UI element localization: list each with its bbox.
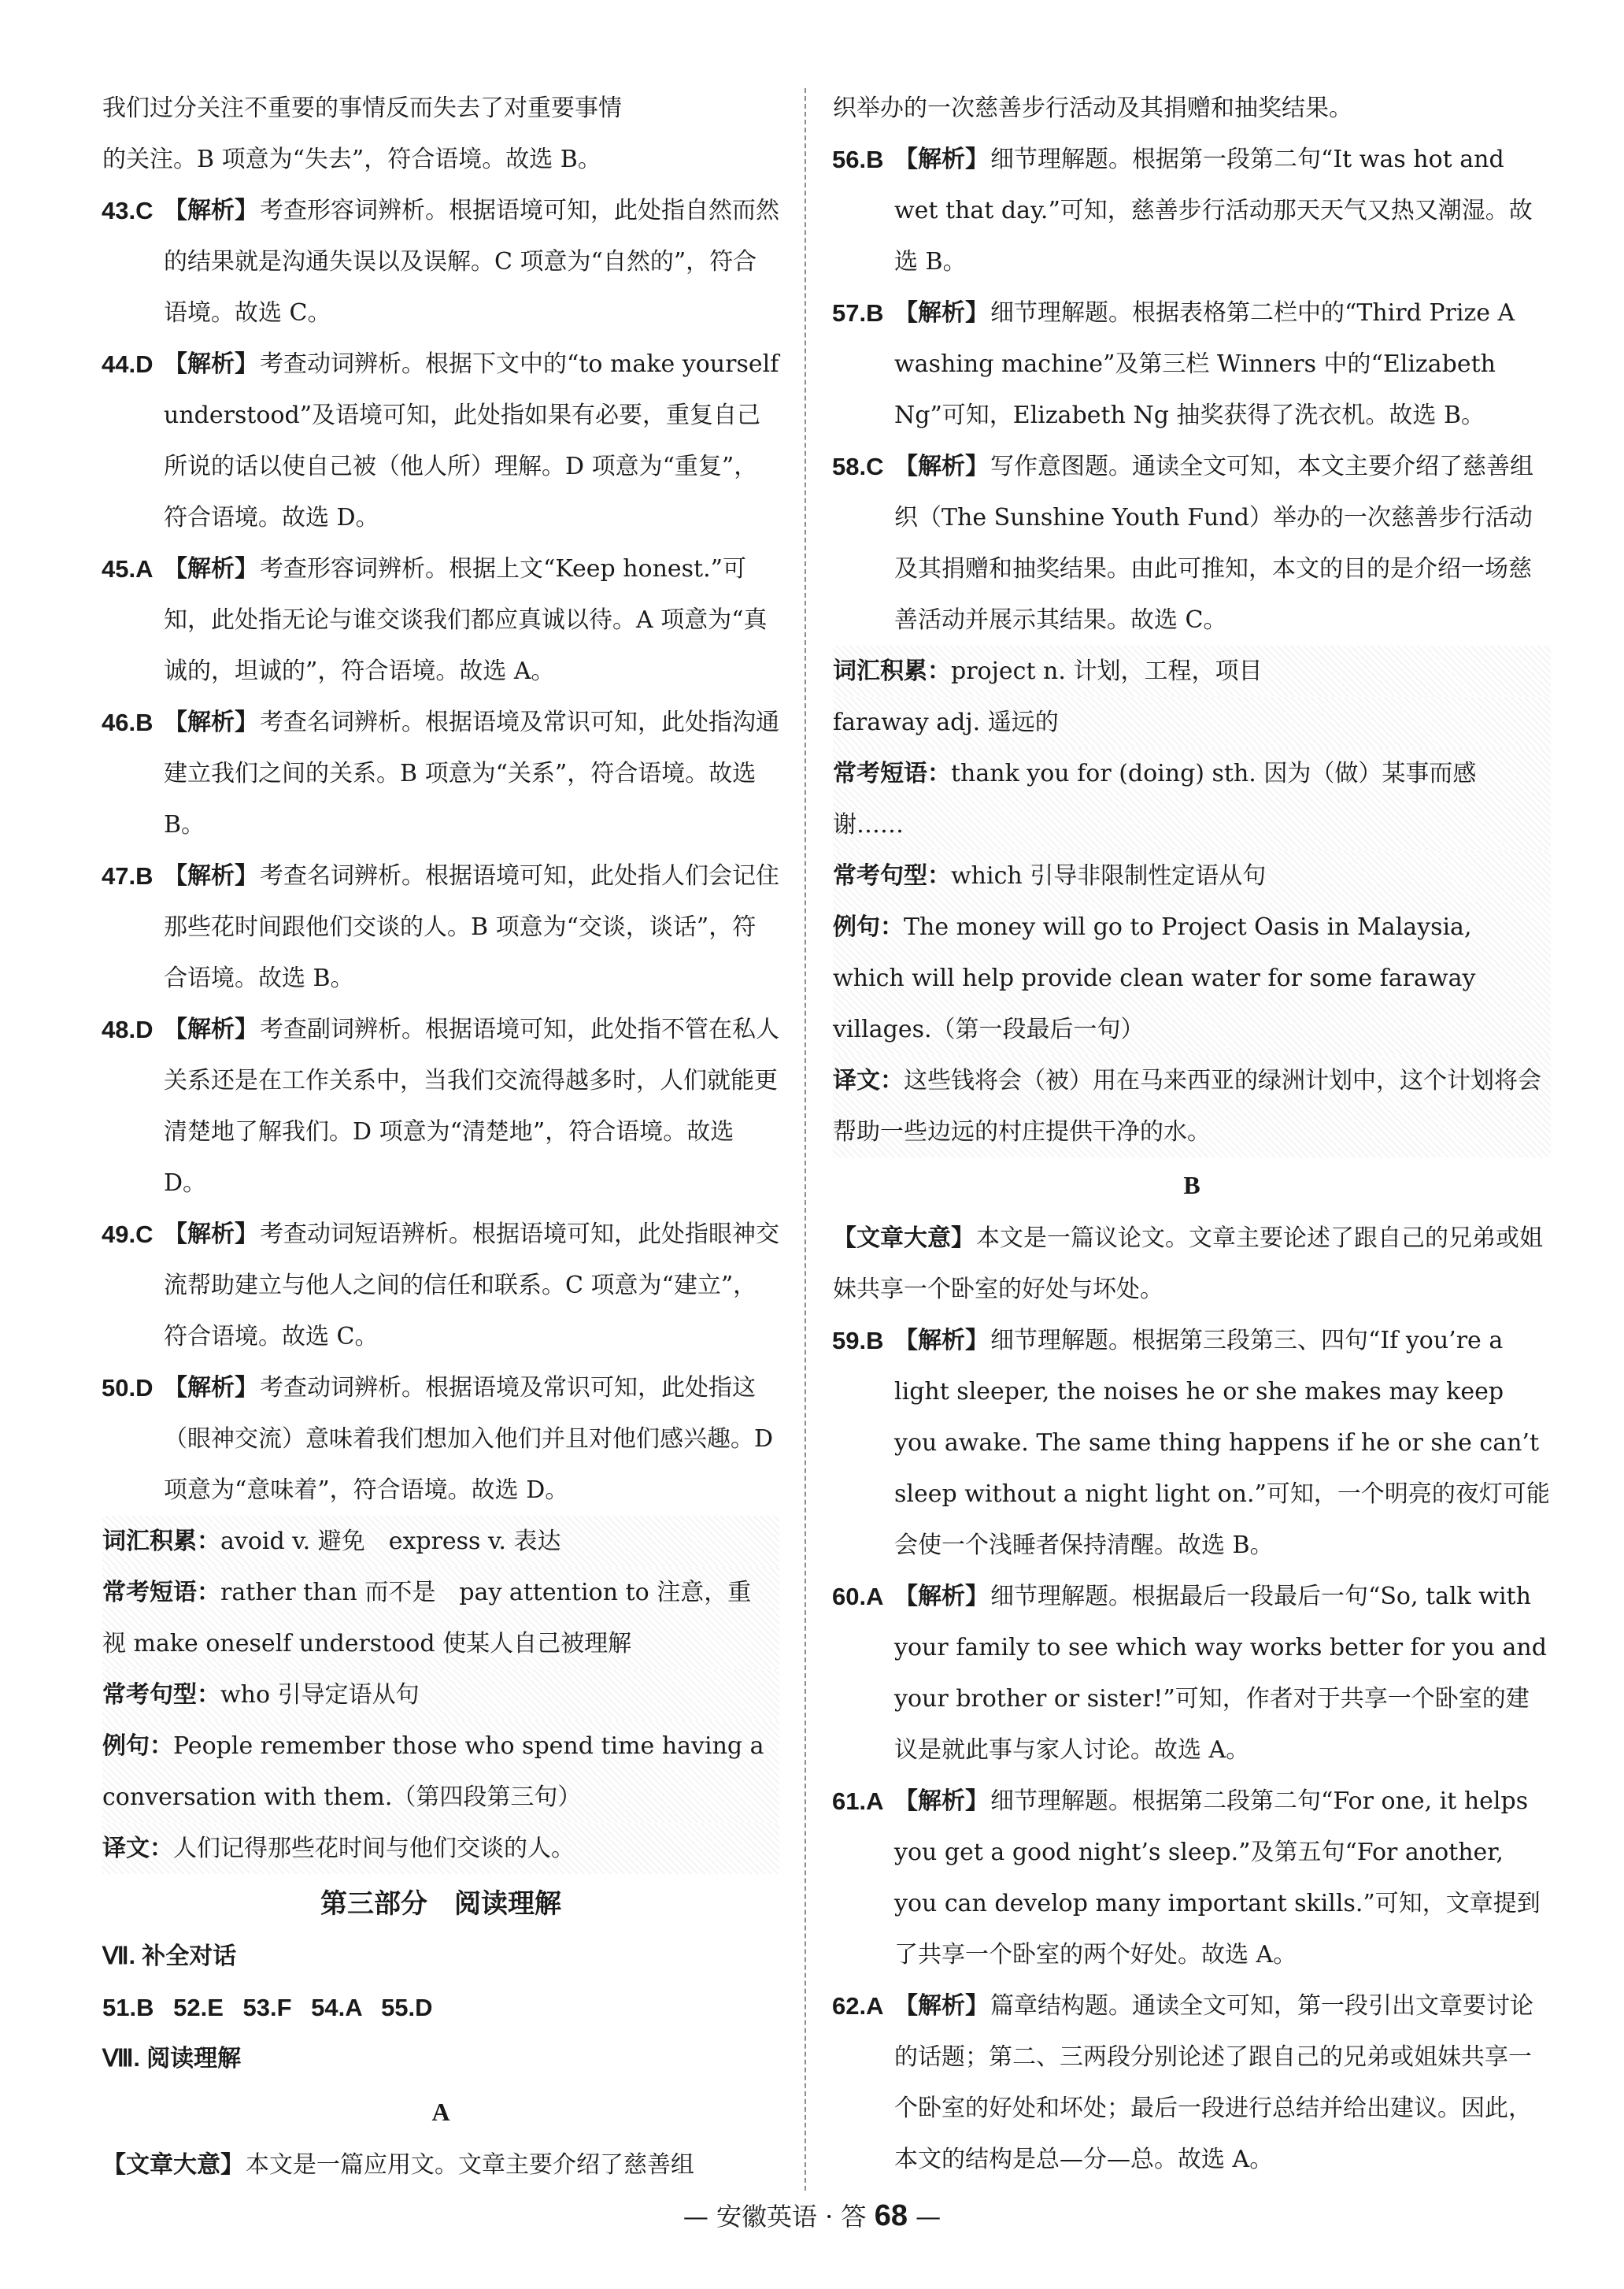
example-sentence <box>833 902 1551 1055</box>
answer-item-60 <box>833 1571 1551 1776</box>
answer-item-50 <box>102 1362 779 1516</box>
translation-text: 人们记得那些花时间与他们交谈的人。 <box>173 1835 575 1862</box>
analysis-tag: 【解析】 <box>894 146 989 172</box>
sentence-pattern-note <box>102 1669 779 1720</box>
pattern-label: 常考句型： <box>833 863 951 889</box>
footer-label: — 安徽英语 · 答 <box>683 2202 875 2232</box>
answer-text: 考查副词辨析。根据语境可知，此处指不管在私人关系还是在工作关系中，当我们交流得越多时，人们就能更清楚地了解我们。D 项意为“清楚地”，符合语境。故选 D。 <box>164 1016 779 1197</box>
answer-item-57 <box>833 287 1551 441</box>
page-number: 68 <box>874 2199 908 2232</box>
vocab-note <box>833 646 1551 697</box>
analysis-tag: 【解析】 <box>164 1375 258 1401</box>
example-sentence <box>102 1720 779 1823</box>
answer-text: 考查动词辨析。根据语境及常识可知，此处指这（眼神交流）意味着我们想加入他们并且对他们感兴趣。D 项意为“意味着”，符合语境。故选 D。 <box>164 1374 774 1504</box>
answer-item-47 <box>102 850 779 1004</box>
answer-number: 47.B <box>102 862 154 890</box>
translation-note <box>833 1055 1551 1157</box>
answer-number: 58.C <box>832 453 884 480</box>
answer-text: 细节理解题。根据最后一段最后一句“So, talk with your family to see which way works better for you and your brother or sister!”可知，作者对于共享一个卧室的建议是就此事与家人讨论。故选 A。 <box>894 1583 1547 1764</box>
answer-text: 写作意图题。通读全文可知，本文主要介绍了慈善组织（The Sunshine Youth Fund）举办的一次慈善步行活动及其捐赠和抽奖结果。由此可推知，本文的目的是介绍一场慈善活动并展示其结果。故选 C。 <box>894 453 1533 634</box>
answer-text: 考查名词辨析。根据语境可知，此处指人们会记住那些花时间跟他们交谈的人。B 项意为“交谈，谈话”，符合语境。故选 B。 <box>164 862 779 992</box>
analysis-tag: 【解析】 <box>894 300 989 326</box>
continued-text: 织举办的一次慈善步行活动及其捐赠和抽奖结果。 <box>833 94 1352 122</box>
answer-number: 61.A <box>832 1787 884 1815</box>
analysis-tag: 【解析】 <box>164 351 258 377</box>
vocab-text: faraway adj. 遥远的 <box>833 709 1059 736</box>
sentence-pattern-note <box>833 850 1551 902</box>
answer-text: 考查动词短语辨析。根据语境可知，此处指眼神交流帮助建立与他人之间的信任和联系。C 项意为“建立”，符合语境。故选 C。 <box>164 1220 779 1350</box>
answer-number: 56.B <box>832 146 884 173</box>
answer-item-56 <box>833 134 1551 287</box>
translation-label: 译文： <box>833 1068 904 1094</box>
answer-item-46 <box>102 697 779 850</box>
phrase-note <box>833 748 1551 850</box>
example-label: 例句： <box>102 1733 173 1759</box>
answer-number: 57.B <box>832 299 884 327</box>
answer-number: 44.D <box>102 350 154 378</box>
answer-text: 细节理解题。根据第一段第二句“It was hot and wet that day.”可知，慈善步行活动那天天气又热又潮湿。故选 B。 <box>894 146 1533 276</box>
answer-item-48 <box>102 1004 779 1209</box>
answer-text: 考查形容词辨析。根据语境可知，此处指自然而然的结果就是沟通失误以及误解。C 项意为“自然的”，符合语境。故选 C。 <box>164 197 779 327</box>
analysis-tag: 【解析】 <box>894 1328 989 1354</box>
analysis-tag: 【解析】 <box>164 709 258 735</box>
summary-text: 本文是一篇应用文。文章主要介绍了慈善组 <box>246 2151 694 2179</box>
answer-number: 48.D <box>102 1016 154 1043</box>
answer-item-62 <box>833 1980 1551 2185</box>
answer-item-61 <box>833 1776 1551 1980</box>
passage-b-heading: B <box>1183 1171 1200 1199</box>
continued-text: 的关注。B 项意为“失去”，符合语境。故选 B。 <box>102 146 601 173</box>
left-column <box>102 83 779 2191</box>
pattern-text: who 引导定语从句 <box>220 1681 420 1709</box>
answer-number: 49.C <box>102 1220 154 1248</box>
analysis-tag: 【解析】 <box>894 1993 989 2019</box>
part-7-answers: 51.B 52.E 53.F 54.A 55.D <box>102 1994 433 2021</box>
answer-text: 考查形容词辨析。根据上文“Keep honest.”可知，此处指无论与谁交谈我们都应真诚以待。A 项意为“真诚的，坦诚的”，符合语境。故选 A。 <box>164 555 768 685</box>
analysis-tag: 【解析】 <box>164 863 258 889</box>
answer-item-58 <box>833 441 1551 646</box>
translation-note <box>102 1823 779 1874</box>
answer-number: 59.B <box>832 1327 884 1354</box>
continued-text: 我们过分关注不重要的事情反而失去了对重要事情 <box>102 94 622 122</box>
analysis-tag: 【解析】 <box>164 556 258 582</box>
summary-tag: 【文章大意】 <box>833 1225 975 1251</box>
vocab-text: project n. 计划，工程，项目 <box>951 657 1263 685</box>
right-column <box>833 83 1551 2185</box>
answer-item-59 <box>833 1315 1551 1571</box>
analysis-tag: 【解析】 <box>894 1583 989 1609</box>
analysis-tag: 【解析】 <box>164 1221 258 1247</box>
part-8-title: Ⅷ. 阅读理解 <box>102 2046 242 2072</box>
phrase-label: 常考短语： <box>833 761 951 787</box>
analysis-tag: 【解析】 <box>894 454 989 480</box>
pattern-label: 常考句型： <box>102 1682 220 1708</box>
part-7-title: Ⅶ. 补全对话 <box>102 1943 237 1969</box>
answer-number: 43.C <box>102 197 154 224</box>
answer-text: 考查名词辨析。根据语境及常识可知，此处指沟通建立我们之间的关系。B 项意为“关系”，符合语境。故选 B。 <box>164 709 779 839</box>
example-text: People remember those who spend time having a conversation with them.（第四段第三句） <box>102 1732 764 1811</box>
answer-item-49 <box>102 1209 779 1362</box>
column-divider <box>805 88 806 2191</box>
answer-item-43 <box>102 185 779 339</box>
passage-a-heading: A <box>431 2098 450 2126</box>
example-label: 例句： <box>833 914 904 940</box>
translation-label: 译文： <box>102 1835 173 1861</box>
vocab-note <box>102 1516 779 1567</box>
passage-a-summary <box>102 2139 779 2191</box>
vocab-label: 词汇积累： <box>102 1528 220 1554</box>
answer-text: 篇章结构题。通读全文可知，第一段引出文章要讨论的话题；第二、三两段分别论述了跟自己的兄弟或姐妹共享一个卧室的好处和坏处；最后一段进行总结并给出建议。因此，本文的结构是总—分—总。故选 A。 <box>894 1992 1533 2173</box>
answer-text: 细节理解题。根据第三段第三、四句“If you’re a light sleeper, the noises he or she makes may keep you awake. The same thing happens if he or she can’t sleep without a night light on.”可知，一个明亮的夜灯可能会使一个浅睡者保持清醒。故选 B。 <box>894 1327 1550 1559</box>
answer-number: 46.B <box>102 709 154 736</box>
analysis-tag: 【解析】 <box>164 1017 258 1043</box>
answer-number: 50.D <box>102 1374 154 1402</box>
phrase-text: thank you for (doing) sth. 因为（做）某事而感谢…… <box>833 760 1477 839</box>
page-footer <box>0 2197 1624 2233</box>
answer-text: 细节理解题。根据第二段第二句“For one, it helps you get a good night’s sleep.”及第五句“For another, you can develop many important skills.”可知，文章提到了共享一个卧室的两个好处。故选 A。 <box>894 1787 1541 1969</box>
answer-item-45 <box>102 543 779 697</box>
summary-tag: 【文章大意】 <box>102 2152 244 2178</box>
vocab-note-2 <box>833 697 1551 748</box>
analysis-tag: 【解析】 <box>164 198 258 224</box>
vocab-label: 词汇积累： <box>833 658 951 684</box>
section-title: 第三部分 阅读理解 <box>320 1889 561 1919</box>
summary-text: 本文是一篇议论文。文章主要论述了跟自己的兄弟或姐妹共享一个卧室的好处与坏处。 <box>833 1224 1543 1303</box>
answer-number: 62.A <box>832 1992 884 2020</box>
footer-dash: — <box>907 2202 941 2232</box>
analysis-tag: 【解析】 <box>894 1788 989 1814</box>
passage-b-summary <box>833 1213 1551 1315</box>
phrase-text: rather than 而不是 pay attention to 注意，重视 make oneself understood 使某人自己被理解 <box>102 1579 752 1657</box>
answer-number: 60.A <box>832 1583 884 1610</box>
translation-text: 这些钱将会（被）用在马来西亚的绿洲计划中，这个计划将会帮助一些边远的村庄提供干净的水。 <box>833 1067 1541 1146</box>
pattern-text: which 引导非限制性定语从句 <box>951 862 1267 890</box>
answer-text: 细节理解题。根据表格第二栏中的“Third Prize A washing machine”及第三栏 Winners 中的“Elizabeth Ng”可知，Elizabeth Ng 抽奖获得了洗衣机。故选 B。 <box>894 299 1515 429</box>
vocab-text: avoid v. 避免 express v. 表达 <box>220 1528 561 1555</box>
phrase-note <box>102 1567 779 1669</box>
answer-item-44 <box>102 339 779 543</box>
phrase-label: 常考短语： <box>102 1580 220 1606</box>
example-text: The money will go to Project Oasis in Malaysia, which will help provide clean water for some faraway villages.（第一段最后一句） <box>833 913 1476 1043</box>
answer-number: 45.A <box>102 555 154 583</box>
answer-text: 考查动词辨析。根据下文中的“to make yourself understood”及语境可知，此处指如果有必要，重复自己所说的话以使自己被（他人所）理解。D 项意为“重复”，符合语境。故选 D。 <box>164 350 779 532</box>
